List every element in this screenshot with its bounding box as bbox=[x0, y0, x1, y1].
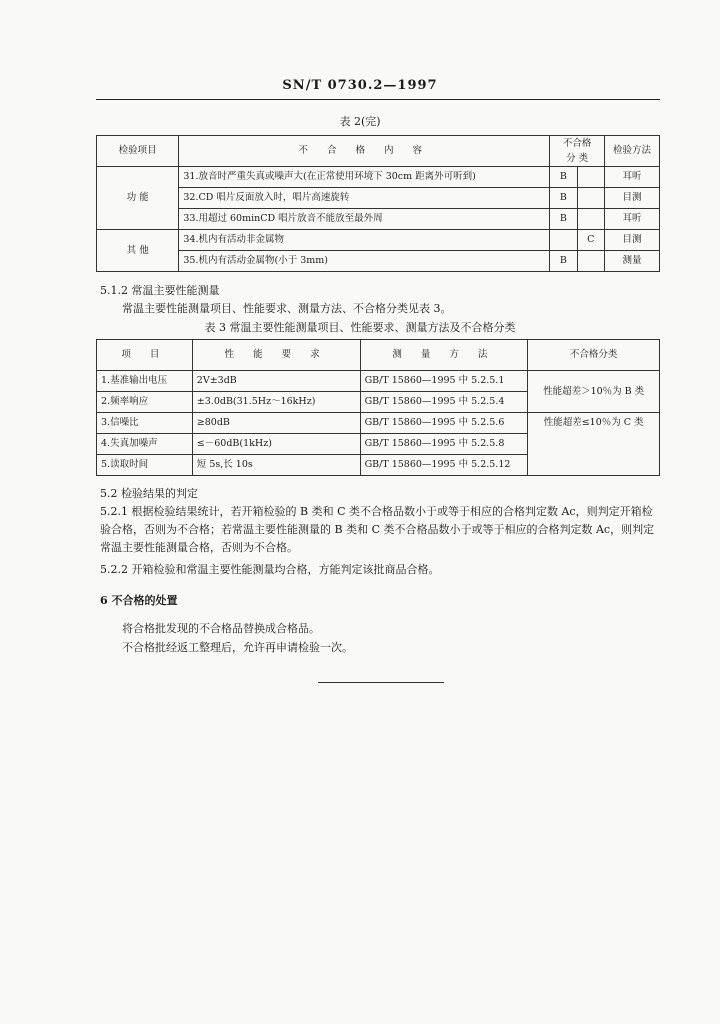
table-row bbox=[97, 136, 660, 152]
row-class-c bbox=[577, 188, 604, 209]
row-class-c bbox=[577, 251, 604, 272]
row-method: 目测 bbox=[605, 188, 660, 209]
header-method: 测 量 方 法 bbox=[360, 340, 528, 371]
header-item: 检验项目 bbox=[97, 136, 179, 167]
header-method: 检验方法 bbox=[605, 136, 660, 167]
section-5-2-1-text: 根据检验结果统计，若开箱检验的 B 类和 C 类不合格品数小于或等于相应的合格判定数 Ac，则判定开箱检验合格，否则为不合格；若常温主要性能测量的 B 类和 C 类不合格品数小于或等于相应的合格判定数 Ac，则判定常温主要性能测量合格，否则为不合格。 bbox=[100, 505, 655, 554]
row-method: GB/T 15860—1995 中 5.2.5.1 bbox=[360, 371, 528, 392]
row-item: 2.频率响应 bbox=[97, 392, 193, 413]
table-row bbox=[97, 167, 660, 188]
table2-caption: 表 2(完) bbox=[339, 115, 381, 128]
section-5-2-heading: 5.2 检验结果的判定 bbox=[100, 487, 198, 500]
row-class-c bbox=[577, 209, 604, 230]
section-5-2-1 bbox=[100, 503, 660, 557]
row-class-b: B bbox=[550, 188, 577, 209]
table-row bbox=[97, 230, 660, 251]
header-item: 项 目 bbox=[97, 340, 193, 371]
row-method: GB/T 15860—1995 中 5.2.5.6 bbox=[360, 413, 528, 434]
standard-number: SN/T 0730.2—1997 bbox=[282, 78, 438, 93]
row-method: 测量 bbox=[605, 251, 660, 272]
row-item: 3.信噪比 bbox=[97, 413, 193, 434]
row-class-b: B bbox=[550, 167, 577, 188]
section-6-p1: 将合格批发现的不合格品替换成合格品。 bbox=[122, 622, 320, 635]
row-method: GB/T 15860—1995 中 5.2.5.4 bbox=[360, 392, 528, 413]
row-method: 耳听 bbox=[605, 209, 660, 230]
row-requirement: ±3.0dB(31.5Hz～16kHz) bbox=[192, 392, 360, 413]
row-content: 34.机内有活动非金属物 bbox=[179, 230, 550, 251]
section-5-2-2-text: 开箱检验和常温主要性能测量均合格，方能判定该批商品合格。 bbox=[131, 563, 440, 576]
row-method: 耳听 bbox=[605, 167, 660, 188]
section-5-2-2 bbox=[100, 561, 660, 579]
row-class-c: C bbox=[577, 230, 604, 251]
row-requirement: 2V±3dB bbox=[192, 371, 360, 392]
row-item: 1.基准输出电压 bbox=[97, 371, 193, 392]
row-content: 31.放音时严重失真或噪声大(在正常使用环境下 30cm 距离外可听到) bbox=[179, 167, 550, 188]
table3 bbox=[96, 339, 660, 476]
table-row bbox=[97, 251, 660, 272]
row-class-b bbox=[550, 230, 577, 251]
section-6-heading: 6 不合格的处置 bbox=[100, 594, 178, 607]
section-5-2-2-label: 5.2.2 bbox=[100, 563, 128, 576]
row-item: 5.读取时间 bbox=[97, 455, 193, 476]
header-rule bbox=[96, 99, 660, 100]
section-5-1-2-heading: 5.1.2 常温主要性能测量 bbox=[100, 284, 220, 297]
table-row bbox=[97, 371, 660, 392]
class-b-cell: 性能超差＞10％为 B 类 bbox=[528, 371, 660, 413]
row-class-c bbox=[577, 167, 604, 188]
header-content: 不 合 格 内 容 bbox=[179, 136, 550, 167]
section-5-2-1-label: 5.2.1 bbox=[100, 505, 128, 518]
table-row bbox=[97, 413, 660, 434]
header-class-top: 不合格 bbox=[550, 136, 605, 152]
end-rule bbox=[318, 682, 444, 683]
table-row bbox=[97, 340, 660, 371]
row-content: 35.机内有活动金属物(小于 3mm) bbox=[179, 251, 550, 272]
group-label: 功 能 bbox=[97, 167, 179, 230]
header-class-bottom: 分 类 bbox=[550, 151, 605, 167]
row-class-b: B bbox=[550, 209, 577, 230]
row-requirement: ≤－60dB(1kHz) bbox=[192, 434, 360, 455]
row-method: 目测 bbox=[605, 230, 660, 251]
row-class-b: B bbox=[550, 251, 577, 272]
table2 bbox=[96, 135, 660, 272]
row-requirement: ≥80dB bbox=[192, 413, 360, 434]
section-6-p2: 不合格批经返工整理后，允许再申请检验一次。 bbox=[122, 641, 353, 654]
row-content: 33.用超过 60minCD 唱片放音不能放至最外周 bbox=[179, 209, 550, 230]
row-method: GB/T 15860—1995 中 5.2.5.12 bbox=[360, 455, 528, 476]
header-class: 不合格分类 bbox=[528, 340, 660, 371]
class-c-cell: 性能超差≤10％为 C 类 bbox=[528, 413, 660, 476]
group-label: 其 他 bbox=[97, 230, 179, 272]
row-content: 32.CD 唱片反面放入时，唱片高速旋转 bbox=[179, 188, 550, 209]
section-5-1-2-body: 常温主要性能测量项目、性能要求、测量方法、不合格分类见表 3。 bbox=[122, 302, 452, 315]
header-requirement: 性 能 要 求 bbox=[192, 340, 360, 371]
row-requirement: 短 5s,长 10s bbox=[192, 455, 360, 476]
table-row bbox=[97, 188, 660, 209]
table-row bbox=[97, 209, 660, 230]
row-item: 4.失真加噪声 bbox=[97, 434, 193, 455]
table3-caption: 表 3 常温主要性能测量项目、性能要求、测量方法及不合格分类 bbox=[204, 321, 516, 334]
row-method: GB/T 15860—1995 中 5.2.5.8 bbox=[360, 434, 528, 455]
